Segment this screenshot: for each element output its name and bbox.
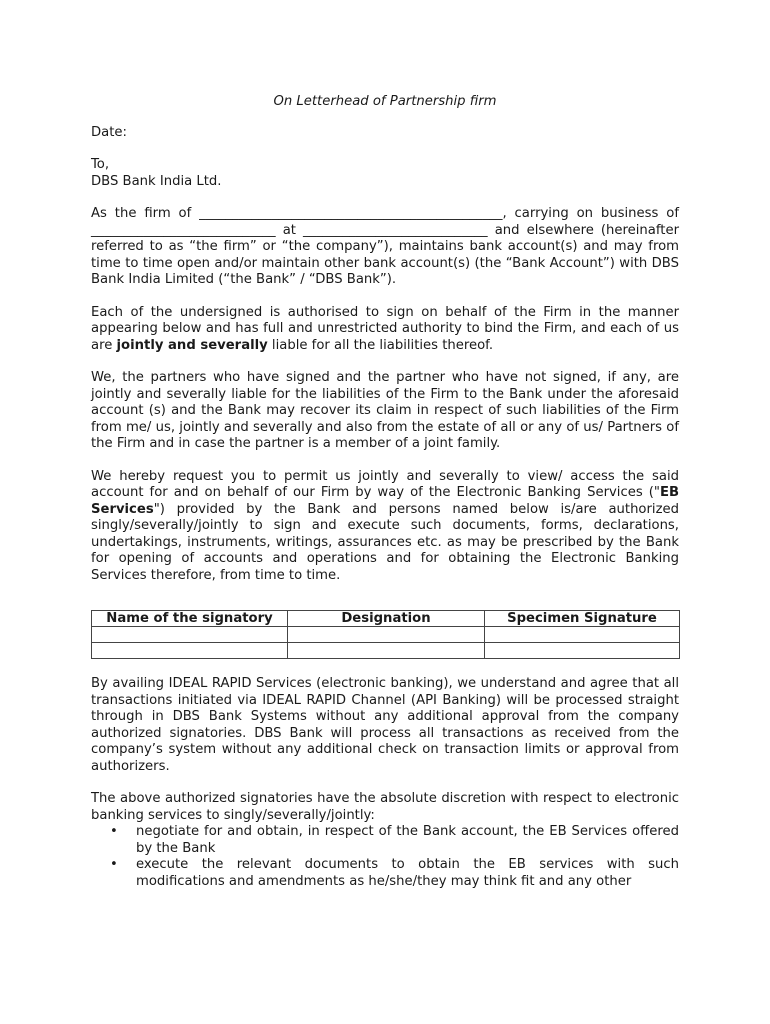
table-row [92,627,680,643]
designation-cell[interactable] [288,643,485,659]
discretion-paragraph: The above authorized signatories have the absolute discretion with respect to electronic banking services to singly/severally/jointly: [91,791,679,823]
signatory-table [91,610,680,659]
eb-text-end: ") provided by the Bank and persons named below is/are authorized singly/severally/jointly to sign and execute such documents, forms, declarations, undertakings, instruments, writings, assurances etc. as may be prescribed by the Bank for opening of accounts and operations and for obtaining the Electronic Banking Services therefore, from time to time. [91,501,679,583]
jointly-severally-emphasis: jointly and severally [116,337,268,353]
header-designation: Designation [288,611,485,627]
header-specimen-signature: Specimen Signature [485,611,680,627]
authority-paragraph [91,305,679,355]
designation-cell[interactable] [288,627,485,643]
bullet-icon: • [110,824,118,839]
bank-name: DBS Bank India Ltd. [91,173,222,189]
list-item-text: execute the relevant documents to obtain the EB services with such modifications and amendments as he/she/they may think fit and any other [136,857,679,889]
table-header-row [92,611,680,627]
signature-cell[interactable] [485,627,680,643]
list-item-text: negotiate for and obtain, in respect of the Bank account, the EB Services offered by the Bank [136,824,679,856]
header-name-of-signatory: Name of the signatory [92,611,288,627]
liability-paragraph: We, the partners who have signed and the partner who have not signed, if any, are jointly and severally liable for the liabilities of the Firm to the Bank under the aforesaid account (s) and the Bank may recover its claim in respect of such liabilities of the Firm from me/ us, jointly and severally and also from the estate of all or any of us/ Partners of the Firm and in case the partner is a member of a joint family. [91,370,679,451]
signatory-name-cell[interactable] [92,627,288,643]
date-label: Date: [91,124,127,140]
firm-declaration-paragraph: As the firm of ______________________________________________, carrying on business of ____________________________ at ____________________________ and elsewhere (hereinafter referred to as “the firm” or “the company”), maintains bank account(s) and may from time to time open and/or maintain other bank account(s) (the “Bank Account”) with DBS Bank India Limited (“the Bank” / “DBS Bank”). [91,206,679,287]
authority-text-end: liable for all the liabilities thereof. [267,337,494,353]
eb-services-emphasis: EB Services [91,485,679,517]
to-label: To, [91,157,110,172]
list-item [110,824,679,857]
discretion-list [91,824,679,890]
page-title: On Letterhead of Partnership firm [273,94,497,109]
eb-services-paragraph [91,469,679,585]
signature-cell[interactable] [485,643,680,659]
bullet-icon: • [110,857,118,872]
ideal-rapid-paragraph: By availing IDEAL RAPID Services (electronic banking), we understand and agree that all transactions initiated via IDEAL RAPID Channel (API Banking) will be processed straight through in DBS Bank Systems without any additional approval from the company authorized signatories. DBS Bank will process all transactions as received from the company’s system without any additional check on transaction limits or approval from authorizers. [91,676,679,774]
list-item [110,857,679,890]
authority-text-start: Each of the undersigned is authorised to sign on behalf of the Firm in the manner appearing below and has full and unrestricted authority to bind the Firm, and each of us are [91,304,679,353]
eb-text-start: We hereby request you to permit us jointly and severally to view/ access the said account for and on behalf of our Firm by way of the Electronic Banking Services (" [91,468,679,500]
signatory-name-cell[interactable] [92,643,288,659]
addressee-block [91,157,679,190]
table-row [92,643,680,659]
